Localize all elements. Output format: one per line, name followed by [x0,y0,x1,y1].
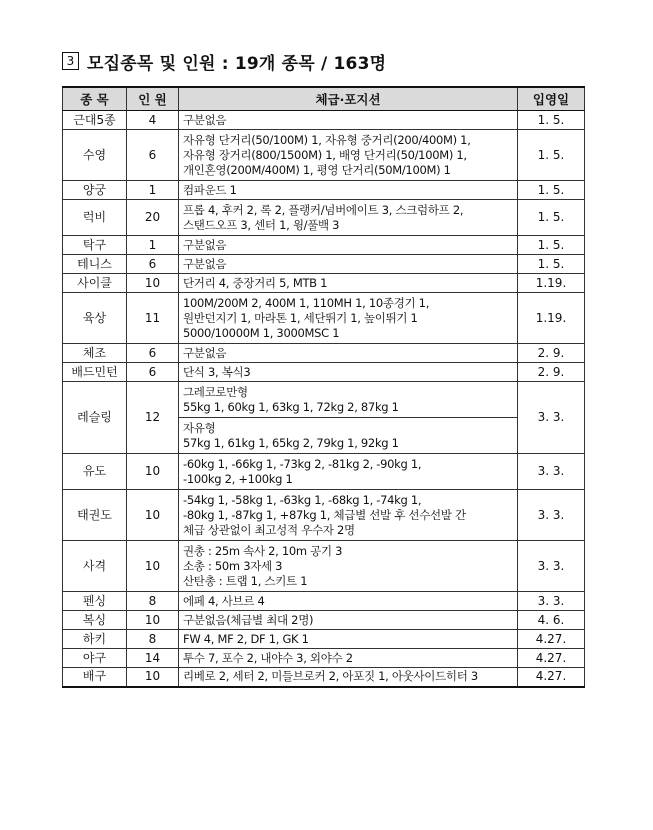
positions-line: 투수 7, 포수 2, 내야수 3, 외야수 2 [183,650,353,665]
positions-line: 57kg 1, 61kg 1, 65kg 2, 79kg 1, 92kg 1 [183,435,399,450]
count-cell: 11 [127,293,179,344]
enlist-date-cell: 3. 3. [518,490,585,541]
positions-line: 구분없음(체급별 최대 2명) [183,612,314,627]
count-cell: 4 [127,111,179,130]
header-positions: 체급·포지션 [179,87,518,111]
positions-line: 자유형 장거리(800/1500M) 1, 배영 단거리(50/100M) 1, [183,147,467,162]
sport-cell: 양궁 [63,181,127,200]
positions-cell [179,181,518,200]
positions-line: 구분없음 [183,256,227,271]
enlist-date-cell: 4.27. [518,649,585,668]
sport-cell: 복싱 [63,611,127,630]
enlist-date-cell: 3. 3. [518,382,585,454]
count-cell: 20 [127,200,179,236]
table-row [63,541,585,592]
count-cell: 6 [127,130,179,181]
positions-line: 산탄총 : 트랩 1, 스키트 1 [183,573,308,588]
positions-line: 구분없음 [183,237,227,252]
table-row [63,200,585,236]
positions-line: 에페 4, 사브르 4 [183,593,265,608]
sport-cell: 펜싱 [63,592,127,611]
sport-cell: 육상 [63,293,127,344]
positions-line: 개인혼영(200M/400M) 1, 평영 단거리(50M/100M) 1 [183,162,451,177]
count-cell: 1 [127,181,179,200]
positions-line: 구분없음 [183,112,227,127]
sport-cell: 럭비 [63,200,127,236]
sport-cell: 레슬링 [63,382,127,454]
positions-line: 프롭 4, 후커 2, 록 2, 플랭커/넘버에이트 3, 스크럼하프 2, [183,202,464,217]
enlist-date-cell: 1. 5. [518,236,585,255]
enlist-date-cell: 1. 5. [518,181,585,200]
count-cell: 14 [127,649,179,668]
enlist-date-cell: 2. 9. [518,344,585,363]
table-row [63,130,585,181]
enlist-date-cell: 1. 5. [518,255,585,274]
enlist-date-cell: 4. 6. [518,611,585,630]
positions-cell [179,418,518,454]
positions-line: 체급 상관없이 최고성적 우수자 2명 [183,522,355,537]
table-row [63,111,585,130]
positions-cell [179,649,518,668]
count-cell: 10 [127,490,179,541]
positions-line: 5000/10000M 1, 3000MSC 1 [183,325,340,340]
positions-cell [179,363,518,382]
enlist-date-cell: 4.27. [518,630,585,649]
enlist-date-cell: 1. 5. [518,111,585,130]
section-heading [62,50,386,72]
recruitment-table [62,86,585,688]
positions-cell [179,630,518,649]
sport-cell: 하키 [63,630,127,649]
enlist-date-cell: 3. 3. [518,454,585,490]
enlist-date-cell: 2. 9. [518,363,585,382]
positions-line: -100kg 2, +100kg 1 [183,471,293,486]
table-row [63,592,585,611]
positions-line: -54kg 1, -58kg 1, -63kg 1, -68kg 1, -74kg 1, [183,492,422,507]
sport-cell: 배구 [63,668,127,687]
count-cell: 8 [127,630,179,649]
enlist-date-cell: 1.19. [518,293,585,344]
header-enlist-date: 입영일 [518,87,585,111]
sport-cell: 수영 [63,130,127,181]
positions-cell [179,382,518,418]
count-cell: 10 [127,274,179,293]
sport-cell: 테니스 [63,255,127,274]
sport-cell: 탁구 [63,236,127,255]
positions-cell [179,236,518,255]
sport-cell: 사이클 [63,274,127,293]
positions-cell [179,454,518,490]
positions-cell [179,668,518,687]
positions-line: 리베로 2, 세터 2, 미들브로커 2, 아포짓 1, 아웃사이드히터 3 [183,669,478,684]
count-cell: 6 [127,255,179,274]
sport-cell: 근대5종 [63,111,127,130]
positions-line: 소총 : 50m 3자세 3 [183,558,283,573]
table-row [63,293,585,344]
count-cell: 10 [127,668,179,687]
section-number-box: 3 [62,52,79,70]
positions-cell [179,130,518,181]
positions-line: 단거리 4, 중장거리 5, MTB 1 [183,275,328,290]
positions-line: 구분없음 [183,345,227,360]
positions-cell [179,541,518,592]
header-row [63,87,585,111]
positions-line: 55kg 1, 60kg 1, 63kg 1, 72kg 2, 87kg 1 [183,399,399,414]
count-cell: 10 [127,454,179,490]
enlist-date-cell: 1. 5. [518,130,585,181]
positions-line: 스탠드오프 3, 센터 1, 윙/풀백 3 [183,217,340,232]
positions-line: FW 4, MF 2, DF 1, GK 1 [183,631,309,646]
table-row [63,344,585,363]
sport-cell: 체조 [63,344,127,363]
sport-cell: 사격 [63,541,127,592]
enlist-date-cell: 3. 3. [518,541,585,592]
enlist-date-cell: 3. 3. [518,592,585,611]
table-row [63,668,585,687]
positions-line: 그레코로만형 [183,384,248,399]
positions-cell [179,611,518,630]
sport-cell: 배드민턴 [63,363,127,382]
header-sport: 종 목 [63,87,127,111]
enlist-date-cell: 4.27. [518,668,585,687]
table-row [63,611,585,630]
table-row [63,454,585,490]
positions-cell [179,274,518,293]
positions-line: -80kg 1, -87kg 1, +87kg 1, 체급별 선발 후 선수선발 간 [183,507,466,522]
table-row [63,255,585,274]
table-row [63,490,585,541]
sport-cell: 태권도 [63,490,127,541]
positions-cell [179,255,518,274]
positions-line: 원반던지기 1, 마라톤 1, 세단뛰기 1, 높이뛰기 1 [183,310,418,325]
sport-cell: 야구 [63,649,127,668]
count-cell: 8 [127,592,179,611]
enlist-date-cell: 1.19. [518,274,585,293]
positions-cell [179,490,518,541]
positions-cell [179,200,518,236]
count-cell: 6 [127,344,179,363]
header-count: 인 원 [127,87,179,111]
enlist-date-cell: 1. 5. [518,200,585,236]
section-title: 모집종목 및 인원 : 19개 종목 / 163명 [87,53,387,74]
positions-line: 자유형 단거리(50/100M) 1, 자유형 중거리(200/400M) 1, [183,132,471,147]
count-cell: 12 [127,382,179,454]
positions-line: 자유형 [183,420,216,435]
positions-line: 단식 3, 복식3 [183,364,251,379]
count-cell: 6 [127,363,179,382]
positions-line: -60kg 1, -66kg 1, -73kg 2, -81kg 2, -90kg 1, [183,456,422,471]
positions-cell [179,293,518,344]
positions-line: 100M/200M 2, 400M 1, 110MH 1, 10종경기 1, [183,295,430,310]
count-cell: 10 [127,541,179,592]
positions-cell [179,111,518,130]
table-row [63,363,585,382]
table-row [63,274,585,293]
table-row [63,382,585,418]
sport-cell: 유도 [63,454,127,490]
table-row [63,630,585,649]
positions-line: 권총 : 25m 속사 2, 10m 공기 3 [183,543,343,558]
table-row [63,649,585,668]
table-row [63,236,585,255]
count-cell: 1 [127,236,179,255]
positions-cell [179,344,518,363]
count-cell: 10 [127,611,179,630]
positions-line: 컴파운드 1 [183,182,237,197]
table-row [63,181,585,200]
positions-cell [179,592,518,611]
